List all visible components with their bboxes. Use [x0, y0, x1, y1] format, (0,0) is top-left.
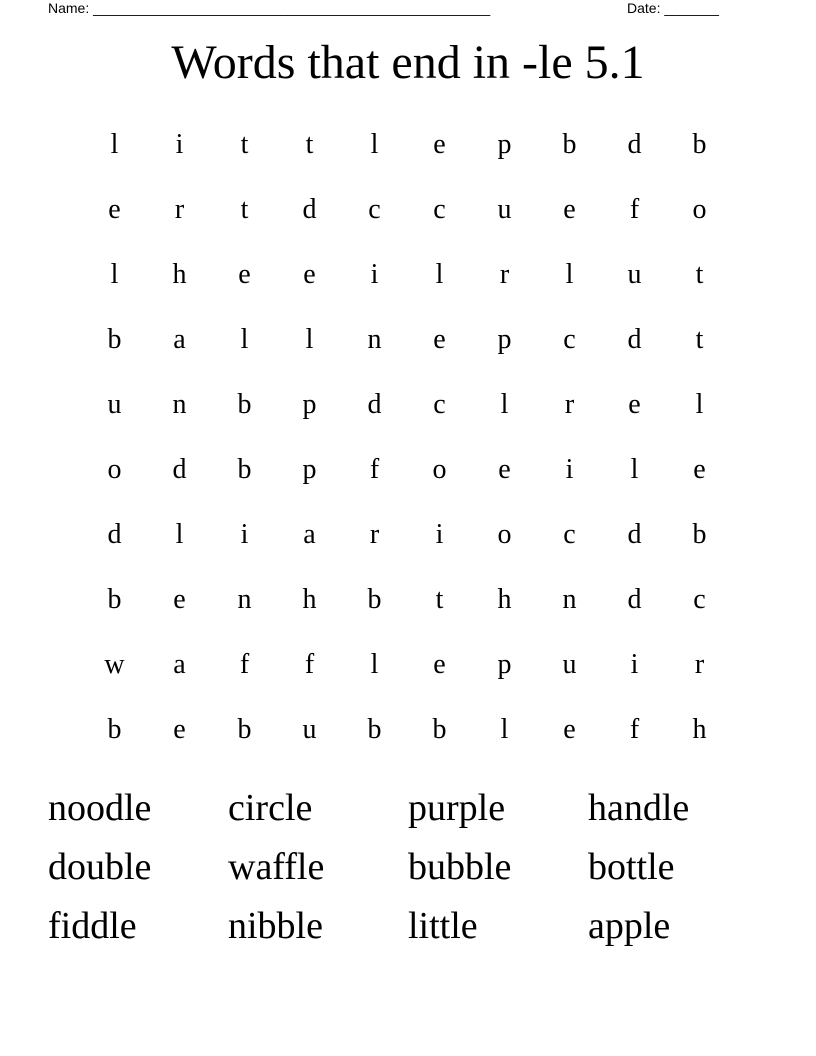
- grid-letter-cell[interactable]: f: [629, 713, 640, 745]
- grid-letter-cell[interactable]: i: [240, 518, 249, 550]
- grid-letter-cell[interactable]: f: [304, 648, 315, 680]
- grid-letter-cell[interactable]: b: [107, 583, 122, 615]
- grid-letter-cell[interactable]: b: [237, 388, 252, 420]
- grid-letter-cell[interactable]: c: [563, 518, 576, 550]
- grid-letter-cell[interactable]: r: [369, 518, 380, 550]
- grid-letter-cell[interactable]: r: [564, 388, 575, 420]
- grid-letter-cell[interactable]: f: [239, 648, 250, 680]
- grid-letter-cell[interactable]: d: [302, 193, 317, 225]
- grid-letter-cell[interactable]: t: [695, 323, 704, 355]
- grid-letter-cell[interactable]: u: [302, 713, 317, 745]
- grid-letter-cell[interactable]: p: [497, 128, 512, 160]
- grid-letter-cell[interactable]: i: [175, 128, 184, 160]
- word-list-item: purple: [408, 787, 506, 829]
- grid-letter-cell[interactable]: r: [499, 258, 510, 290]
- grid-letter-cell[interactable]: b: [107, 323, 122, 355]
- word-list-item: bottle: [588, 846, 675, 888]
- grid-letter-cell[interactable]: c: [563, 323, 576, 355]
- grid-letter-cell[interactable]: r: [174, 193, 185, 225]
- grid-letter-cell[interactable]: l: [110, 128, 119, 160]
- grid-letter-cell[interactable]: l: [370, 648, 379, 680]
- grid-letter-cell[interactable]: c: [433, 388, 446, 420]
- grid-letter-cell[interactable]: u: [107, 388, 122, 420]
- name-field-label[interactable]: Name: ___________________________________________________: [48, 0, 491, 16]
- word-list-item: fiddle: [48, 905, 137, 947]
- word-list-item: double: [48, 846, 152, 888]
- grid-letter-cell[interactable]: n: [562, 583, 577, 615]
- letter-grid: [82, 112, 732, 762]
- word-list-item: apple: [588, 905, 671, 947]
- grid-letter-cell[interactable]: c: [433, 193, 446, 225]
- word-list-item: bubble: [408, 846, 512, 888]
- grid-letter-cell[interactable]: e: [238, 258, 251, 290]
- grid-letter-cell[interactable]: p: [497, 323, 512, 355]
- word-list-item: waffle: [228, 846, 325, 888]
- grid-letter-cell[interactable]: b: [237, 453, 252, 485]
- word-list-item: handle: [588, 787, 690, 829]
- grid-letter-cell[interactable]: e: [303, 258, 316, 290]
- word-list: [48, 781, 768, 958]
- grid-letter-cell[interactable]: h: [497, 583, 512, 615]
- grid-letter-cell[interactable]: e: [498, 453, 511, 485]
- grid-letter-cell[interactable]: b: [237, 713, 252, 745]
- date-field-label[interactable]: Date: _______: [627, 0, 719, 16]
- grid-letter-cell[interactable]: i: [370, 258, 379, 290]
- grid-letter-cell[interactable]: e: [433, 323, 446, 355]
- grid-letter-cell[interactable]: e: [108, 193, 121, 225]
- grid-letter-cell[interactable]: e: [173, 713, 186, 745]
- grid-letter-cell[interactable]: n: [367, 323, 382, 355]
- grid-letter-cell[interactable]: l: [175, 518, 184, 550]
- grid-letter-cell[interactable]: e: [628, 388, 641, 420]
- grid-letter-cell[interactable]: u: [562, 648, 577, 680]
- grid-letter-cell[interactable]: b: [432, 713, 447, 745]
- grid-letter-cell[interactable]: e: [693, 453, 706, 485]
- grid-letter-cell[interactable]: l: [695, 388, 704, 420]
- grid-letter-cell[interactable]: o: [497, 518, 512, 550]
- grid-letter-cell[interactable]: b: [692, 518, 707, 550]
- grid-letter-cell[interactable]: i: [565, 453, 574, 485]
- grid-letter-cell[interactable]: d: [367, 388, 382, 420]
- grid-letter-cell[interactable]: d: [172, 453, 187, 485]
- grid-letter-cell[interactable]: l: [500, 713, 509, 745]
- grid-letter-cell[interactable]: d: [107, 518, 122, 550]
- grid-letter-cell[interactable]: e: [433, 648, 446, 680]
- grid-letter-cell[interactable]: i: [435, 518, 444, 550]
- grid-letter-cell[interactable]: b: [562, 128, 577, 160]
- grid-letter-cell[interactable]: n: [237, 583, 252, 615]
- word-list-item: little: [408, 905, 478, 947]
- grid-letter-cell[interactable]: l: [500, 388, 509, 420]
- grid-letter-cell[interactable]: e: [563, 713, 576, 745]
- grid-letter-cell[interactable]: e: [433, 128, 446, 160]
- grid-letter-cell[interactable]: t: [435, 583, 444, 615]
- grid-letter-cell[interactable]: r: [694, 648, 705, 680]
- grid-letter-cell[interactable]: d: [627, 128, 642, 160]
- grid-letter-cell[interactable]: t: [240, 193, 249, 225]
- grid-letter-cell[interactable]: t: [240, 128, 249, 160]
- grid-letter-cell[interactable]: d: [627, 518, 642, 550]
- grid-letter-cell[interactable]: u: [627, 258, 642, 290]
- grid-letter-cell[interactable]: l: [305, 323, 314, 355]
- grid-letter-cell[interactable]: a: [173, 323, 186, 355]
- grid-letter-cell[interactable]: b: [107, 713, 122, 745]
- grid-letter-cell[interactable]: c: [368, 193, 381, 225]
- grid-letter-cell[interactable]: o: [107, 453, 122, 485]
- grid-letter-cell[interactable]: d: [627, 323, 642, 355]
- word-list-item: circle: [228, 787, 313, 829]
- grid-letter-cell[interactable]: l: [435, 258, 444, 290]
- grid-letter-cell[interactable]: a: [303, 518, 316, 550]
- grid-letter-cell[interactable]: p: [497, 648, 512, 680]
- grid-letter-cell[interactable]: p: [302, 453, 317, 485]
- grid-letter-cell[interactable]: b: [367, 713, 382, 745]
- grid-letter-cell[interactable]: l: [370, 128, 379, 160]
- grid-letter-cell[interactable]: l: [110, 258, 119, 290]
- grid-letter-cell[interactable]: a: [173, 648, 186, 680]
- grid-letter-cell[interactable]: e: [563, 193, 576, 225]
- grid-letter-cell[interactable]: t: [695, 258, 704, 290]
- grid-letter-cell[interactable]: f: [369, 453, 380, 485]
- grid-letter-cell[interactable]: l: [565, 258, 574, 290]
- grid-letter-cell[interactable]: w: [104, 648, 125, 680]
- grid-letter-cell[interactable]: o: [692, 193, 707, 225]
- grid-letter-cell[interactable]: i: [630, 648, 639, 680]
- grid-letter-cell[interactable]: h: [172, 258, 187, 290]
- grid-letter-cell[interactable]: b: [692, 128, 707, 160]
- grid-letter-cell[interactable]: t: [305, 128, 314, 160]
- grid-letter-cell[interactable]: c: [693, 583, 706, 615]
- grid-letter-cell[interactable]: p: [302, 388, 317, 420]
- grid-letter-cell[interactable]: n: [172, 388, 187, 420]
- grid-letter-cell[interactable]: h: [692, 713, 707, 745]
- grid-letter-cell[interactable]: l: [630, 453, 639, 485]
- grid-letter-cell[interactable]: b: [367, 583, 382, 615]
- word-list-item: nibble: [228, 905, 323, 947]
- worksheet-header: [0, 0, 816, 20]
- grid-letter-cell[interactable]: l: [240, 323, 249, 355]
- page-title: Words that end in -le 5.1: [171, 36, 645, 89]
- grid-letter-cell[interactable]: o: [432, 453, 447, 485]
- grid-letter-cell[interactable]: u: [497, 193, 512, 225]
- grid-letter-cell[interactable]: e: [173, 583, 186, 615]
- grid-letter-cell[interactable]: d: [627, 583, 642, 615]
- grid-letter-cell[interactable]: f: [629, 193, 640, 225]
- word-list-item: noodle: [48, 787, 152, 829]
- grid-letter-cell[interactable]: h: [302, 583, 317, 615]
